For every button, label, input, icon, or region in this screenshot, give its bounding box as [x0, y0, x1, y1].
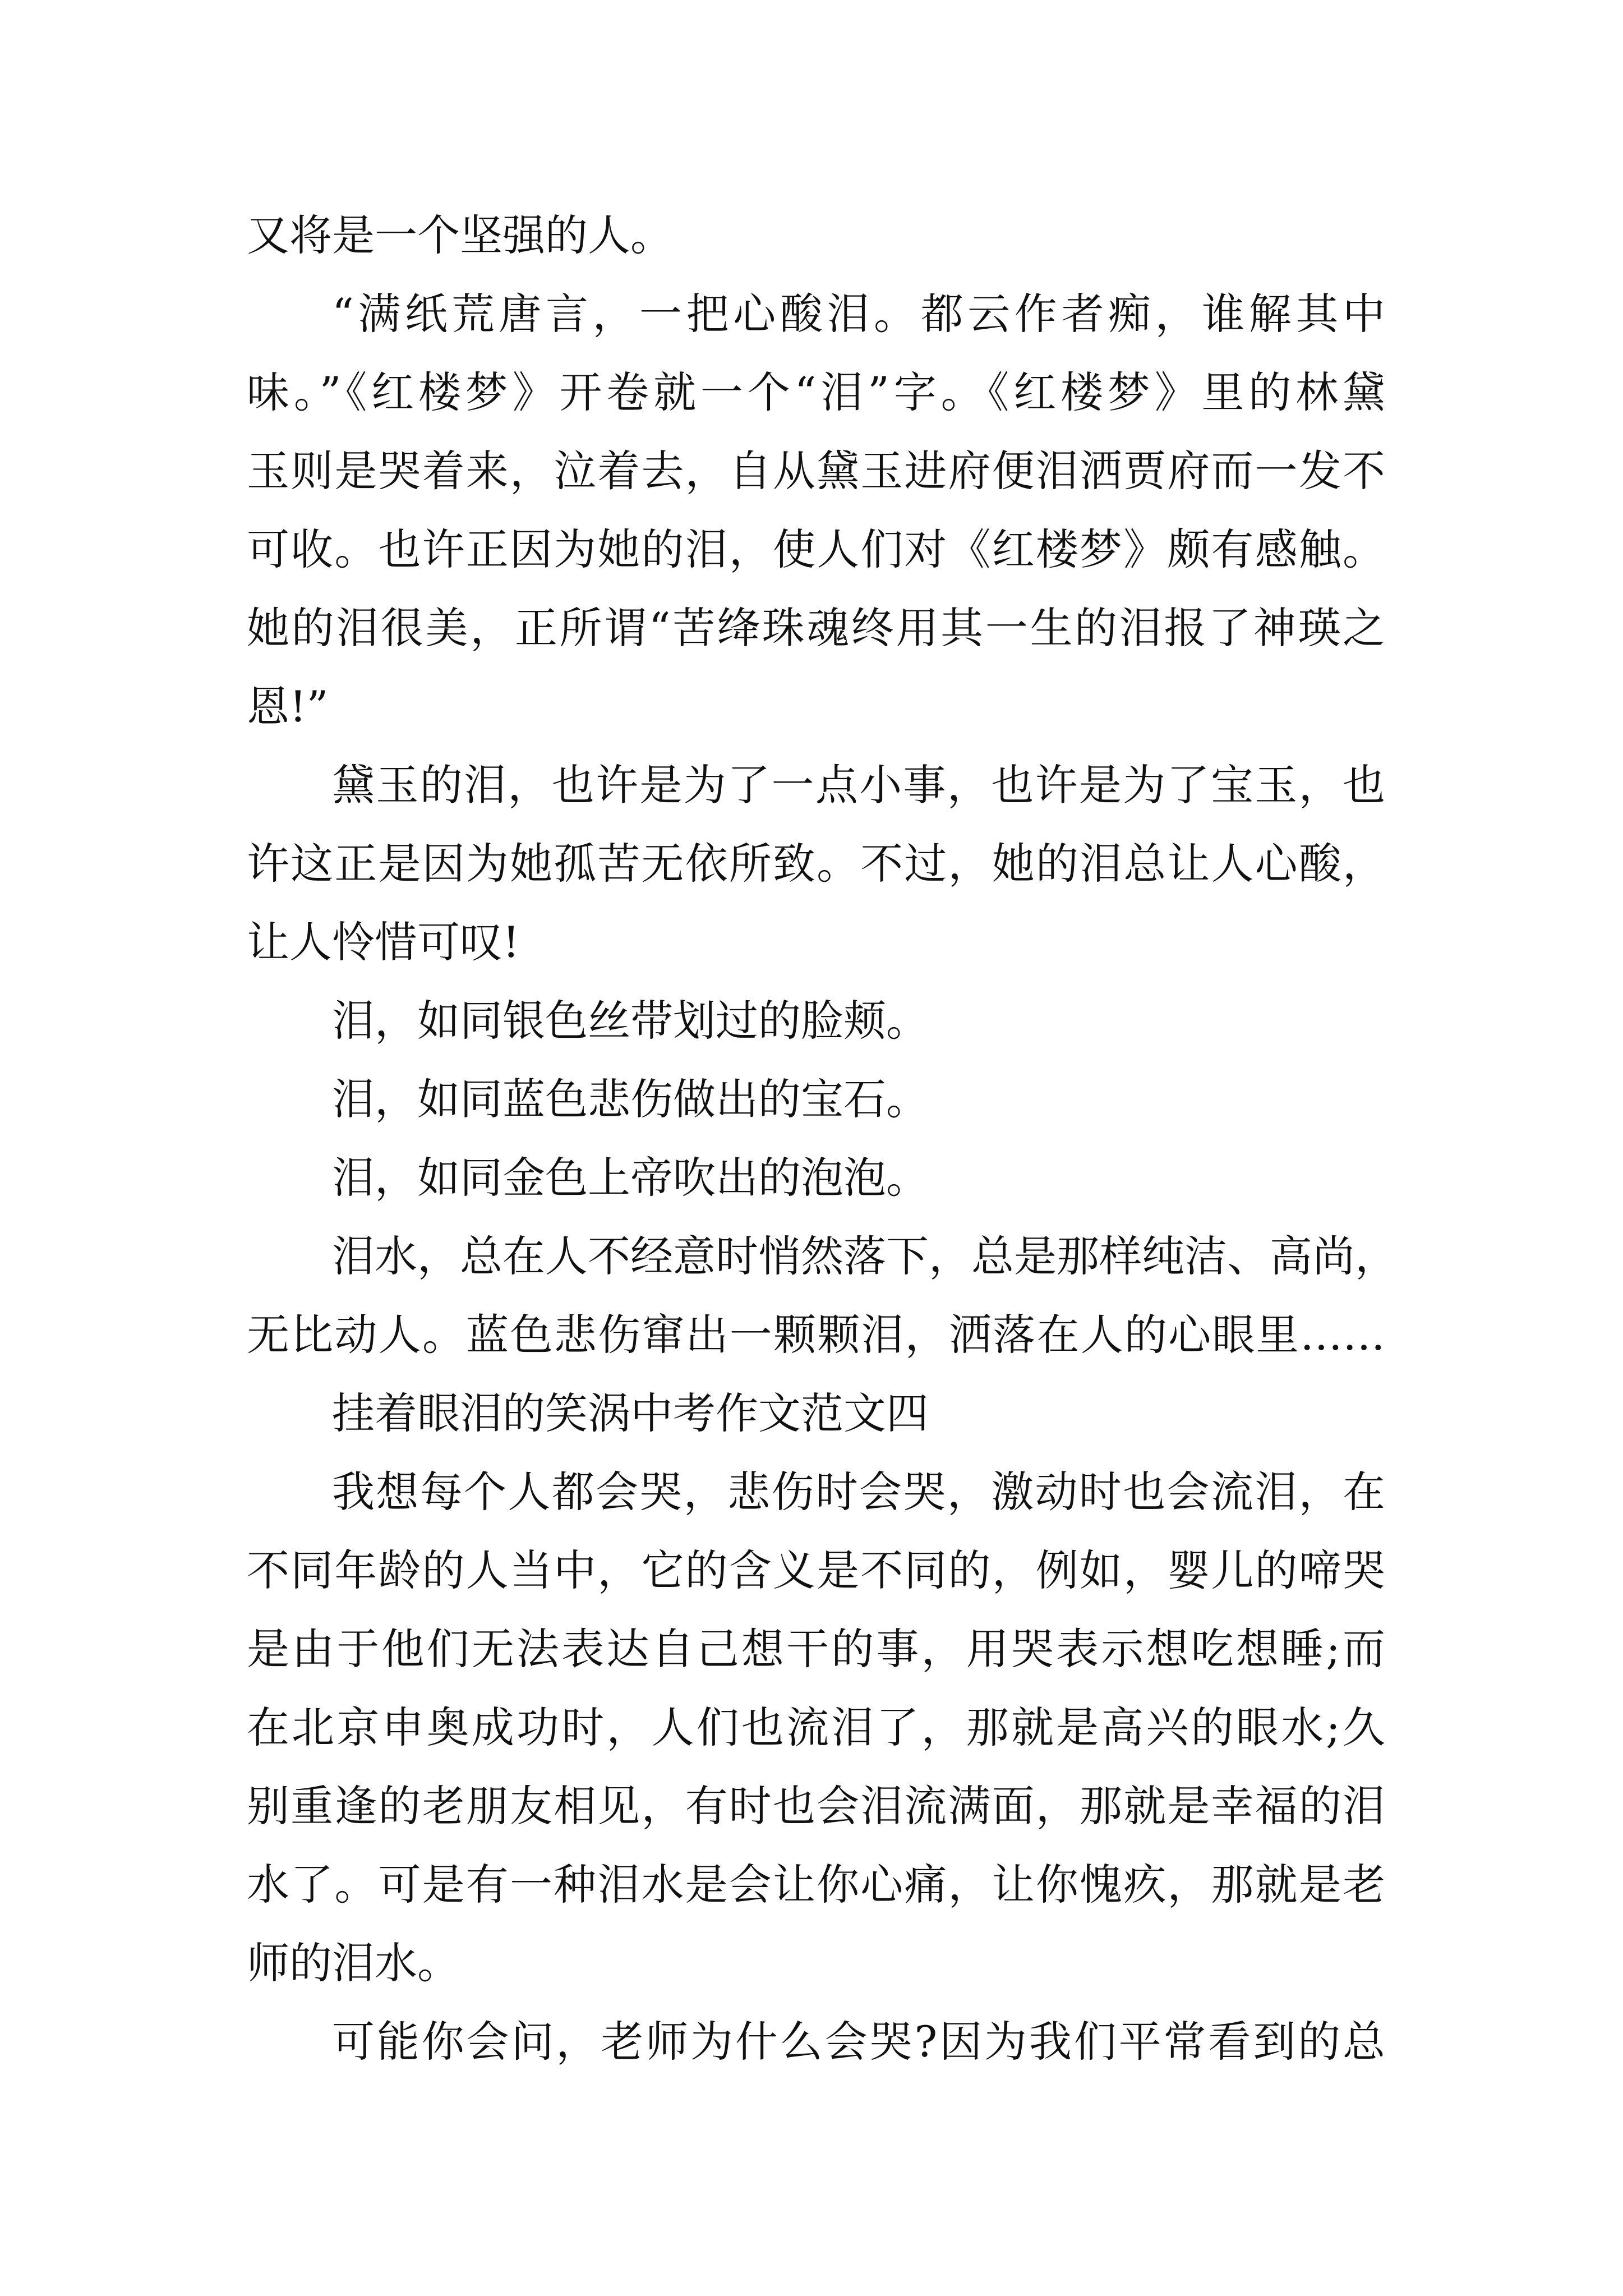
- essay-body: [247, 196, 1398, 2081]
- text-line: 在北京申奥成功时，人们也流泪了，那就是高兴的眼水;久: [247, 1703, 1385, 1752]
- text-line: 玉则是哭着来，泣着去，自从黛玉进府便泪洒贾府而一发不: [247, 446, 1385, 496]
- text-line: 许这正是因为她孤苦无依所致。不过，她的泪总让人心酸，: [247, 839, 1385, 889]
- text-line: 黛玉的泪，也许是为了一点小事，也许是为了宝玉，也: [332, 760, 1385, 810]
- text-line: “满纸荒唐言，一把心酸泪。都云作者痴，谁解其中: [332, 289, 1385, 339]
- text-line: 别重逢的老朋友相见，有时也会泪流满面，那就是幸福的泪: [247, 1781, 1385, 1831]
- text-line: 无比动人。蓝色悲伤窜出一颗颗泪，洒落在人的心眼里……: [247, 1310, 1385, 1360]
- text-line: 泪水，总在人不经意时悄然落下，总是那样纯洁、高尚，: [332, 1231, 1398, 1281]
- text-line: 泪，如同银色丝带划过的脸颊。: [332, 996, 929, 1046]
- text-line: 让人怜惜可叹!: [247, 917, 520, 967]
- text-line: 泪，如同蓝色悲伤做出的宝石。: [332, 1074, 929, 1124]
- text-line: 是由于他们无法表达自己想干的事，用哭表示想吃想睡;而: [247, 1624, 1385, 1674]
- text-line: 师的泪水。: [247, 1938, 460, 1988]
- text-line: 泪，如同金色上帝吹出的泡泡。: [332, 1153, 929, 1203]
- text-line: 恩!”: [247, 682, 329, 731]
- text-line: 不同年龄的人当中，它的含义是不同的，例如，婴儿的啼哭: [247, 1545, 1385, 1595]
- text-line: 可能你会问，老师为什么会哭?因为我们平常看到的总: [332, 2017, 1385, 2067]
- text-line: 水了。可是有一种泪水是会让你心痛，让你愧疚，那就是老: [247, 1860, 1385, 1910]
- section-heading: 挂着眼泪的笑涡中考作文范文四: [332, 1388, 929, 1438]
- text-line: 又将是一个坚强的人。: [247, 210, 673, 260]
- text-line: 味。”《红楼梦》开卷就一个“泪”字。《红楼梦》里的林黛: [247, 367, 1385, 417]
- text-line: 我想每个人都会哭，悲伤时会哭，激动时也会流泪，在: [332, 1467, 1385, 1517]
- text-line: 可收。也许正因为她的泪，使人们对《红楼梦》颇有感触。: [247, 524, 1385, 574]
- text-line: 她的泪很美，正所谓“苦绛珠魂终用其一生的泪报了神瑛之: [247, 603, 1385, 653]
